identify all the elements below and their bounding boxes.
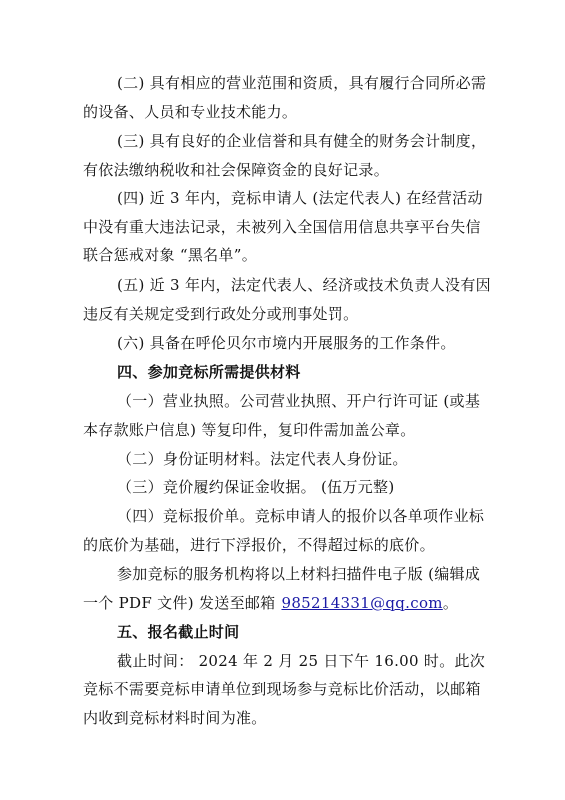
item4-line1: (四) 近 3 年内，竞标申请人 (法定代表人) 在经营活动 <box>117 189 483 207</box>
material4-line2: 的底价为基础，进行下浮报价，不得超过标的底价。 <box>83 536 435 554</box>
item2-line1: (二) 具有相应的营业范围和资质，具有履行合同所必需 <box>117 74 487 92</box>
material4-line1: （四）竞标报价单。竞标申请人的报价以各单项作业标 <box>117 507 485 525</box>
section4-heading: 四、参加竞标所需提供材料 <box>117 363 301 381</box>
item5-line1: (五) 近 3 年内，法定代表人、经济或技术负责人没有因 <box>117 276 491 294</box>
material1-line2: 本存款账户信息) 等复印件，复印件需加盖公章。 <box>83 421 416 439</box>
submission-line2 <box>83 594 458 612</box>
item3-line1: (三) 具有良好的企业信誉和具有健全的财务会计制度， <box>117 132 487 150</box>
item5-line2: 违反有关规定受到行政处分或刑事处罚。 <box>83 305 359 323</box>
email-link[interactable]: 985214331@qq.com <box>281 594 443 612</box>
item2-line2: 的设备、人员和专业技术能力。 <box>83 103 298 121</box>
item4-line2: 中没有重大违法记录，未被列入全国信用信息共享平台失信 <box>83 218 481 236</box>
deadline-line2: 竞标不需要竞标申请单位到现场参与竞标比价活动，以邮箱 <box>83 680 481 698</box>
submission-line1: 参加竞标的服务机构将以上材料扫描件电子版 (编辑成 <box>117 565 481 583</box>
material2-line: （二）身份证明材料。法定代表人身份证。 <box>117 450 408 468</box>
deadline-line3: 内收到竞标材料时间为准。 <box>83 709 267 727</box>
section5-heading: 五、报名截止时间 <box>117 623 240 641</box>
submission-line2-prefix: 一个 PDF 文件) 发送至邮箱 <box>83 594 276 612</box>
material3-line: （三）竞价履约保证金收据。 (伍万元整) <box>117 478 395 496</box>
material1-line1: （一）营业执照。公司营业执照、开户行许可证 (或基 <box>117 392 481 410</box>
item3-line2: 有依法缴纳税收和社会保障资金的良好记录。 <box>83 161 390 179</box>
submission-line2-suffix: 。 <box>442 594 459 612</box>
item6-line1: (六) 具备在呼伦贝尔市境内开展服务的工作条件。 <box>117 334 456 352</box>
deadline-line1: 截止时间： 2024 年 2 月 25 日下午 16.00 时。此次 <box>117 652 486 670</box>
item4-line3: 联合惩戒对象 “黑名单”。 <box>83 246 258 264</box>
